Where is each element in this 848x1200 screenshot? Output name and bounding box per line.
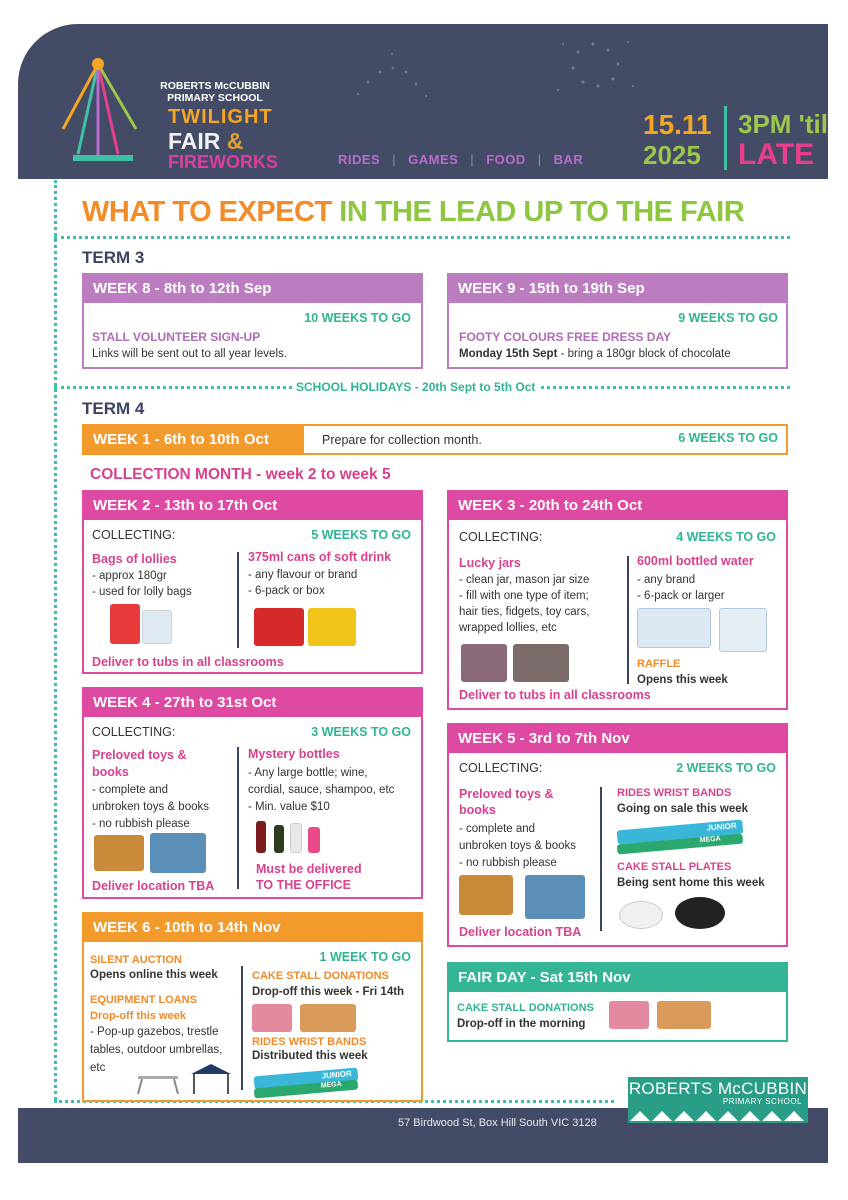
fair-day-heading: FAIR DAY - Sat 15th Nov <box>449 964 786 992</box>
preloved-line: - complete and <box>92 784 169 796</box>
weeks-to-go: 5 WEEKS TO GO <box>311 528 411 542</box>
nav-bar: RIDES | GAMES | FOOD | BAR <box>338 152 584 167</box>
nav-bar-item: BAR <box>553 152 584 167</box>
rides-bands-title: RIDES WRIST BANDS <box>617 787 732 799</box>
column-divider <box>241 966 243 1090</box>
stall-volunteer-title: STALL VOLUNTEER SIGN-UP <box>92 330 261 344</box>
term3-label: TERM 3 <box>82 248 145 267</box>
cupcakes-image <box>252 1004 292 1032</box>
lucky-jars-title: Lucky jars <box>459 556 521 570</box>
weeks-to-go: 10 WEEKS TO GO <box>304 311 411 325</box>
lollies-line: - approx 180gr <box>92 570 167 582</box>
weeks-to-go: 9 WEEKS TO GO <box>678 311 778 325</box>
weeks-to-go: 6 WEEKS TO GO <box>678 431 778 445</box>
logo-fair: FAIR & <box>168 128 244 154</box>
mystery-bottles-line: cordial, sauce, shampoo, etc <box>248 784 395 796</box>
gazebo-table-image <box>136 1062 236 1096</box>
lollies-title: Bags of lollies <box>92 552 177 566</box>
wristband-image: MEGA <box>617 834 743 855</box>
week6-card <box>82 912 423 1102</box>
school-logo-sub: PRIMARY SCHOOL <box>722 1097 802 1106</box>
toys-image <box>459 875 513 915</box>
week3-card <box>447 490 788 710</box>
dotted-guide-left <box>54 180 57 1100</box>
week9-heading: WEEK 9 - 15th to 19th Sep <box>449 275 786 303</box>
school-name: ROBERTS McCUBBIN PRIMARY SCHOOL <box>160 80 270 104</box>
school-holidays: SCHOOL HOLIDAYS - 20th Sept to 5th Oct <box>292 380 539 394</box>
collecting-label: COLLECTING: <box>92 725 176 739</box>
week9-card <box>447 273 788 369</box>
week5-card <box>447 723 788 947</box>
mystery-bottles-line: - Any large bottle; wine, <box>248 767 368 779</box>
weeks-to-go: 2 WEEKS TO GO <box>676 761 776 775</box>
dotted-guide-1 <box>54 236 790 239</box>
bottle-image <box>290 823 302 853</box>
cake-donations-text: Drop-off this week - Fri 14th <box>252 986 405 998</box>
cake-donations-text: Drop-off in the morning <box>457 1018 586 1030</box>
deliver-note: Deliver to tubs in all classrooms <box>459 688 651 702</box>
must-deliver-note: Must be delivered <box>256 862 362 876</box>
collecting-label: COLLECTING: <box>459 530 543 544</box>
cake-image <box>657 1001 711 1029</box>
bottle-image <box>274 825 284 853</box>
school-logo-name: ROBERTS McCUBBIN <box>628 1079 808 1098</box>
deliver-note: Deliver to tubs in all classrooms <box>92 655 284 669</box>
preloved-title: books <box>92 765 129 779</box>
week5-heading: WEEK 5 - 3rd to 7th Nov <box>449 725 786 753</box>
week4-heading: WEEK 4 - 27th to 31st Oct <box>84 689 421 717</box>
week4-card <box>82 687 423 899</box>
week1-text: Prepare for collection month. <box>322 433 482 447</box>
wristband-image: MEGA <box>254 1079 358 1098</box>
header-banner <box>18 24 828 179</box>
school-address: 57 Birdwood St, Box Hill South VIC 3128 <box>398 1117 597 1129</box>
cake-container-image <box>675 897 725 929</box>
deliver-note: Deliver location TBA <box>92 879 215 893</box>
logo-twilight: TWILIGHT <box>168 106 273 128</box>
water-bottles-image <box>637 608 711 648</box>
bottle-image <box>256 821 266 853</box>
wristband-image: JUNIOR <box>254 1067 359 1089</box>
preloved-line: unbroken toys & books <box>459 840 576 852</box>
weeks-to-go: 1 WEEK TO GO <box>319 950 411 964</box>
soft-drink-title: 375ml cans of soft drink <box>248 550 392 564</box>
collecting-label: COLLECTING: <box>459 761 543 775</box>
preloved-title: Preloved toys & <box>459 787 554 801</box>
must-deliver-note: TO THE OFFICE <box>256 878 351 892</box>
school-logo <box>628 1077 808 1123</box>
preloved-line: - no rubbish please <box>92 818 190 830</box>
equipment-line: - Pop-up gazebos, trestle <box>90 1026 219 1038</box>
rides-bands-text: Going on sale this week <box>617 803 749 815</box>
event-time-end: LATE <box>738 138 815 171</box>
lucky-jars-line: wrapped lollies, etc <box>459 622 557 634</box>
preloved-title: Preloved toys & <box>92 748 187 762</box>
weeks-to-go: 3 WEEKS TO GO <box>311 725 411 739</box>
wristband-image: JUNIOR <box>617 820 744 845</box>
cake-donations-title: CAKE STALL DONATIONS <box>457 1002 594 1014</box>
plate-image <box>619 901 663 929</box>
preloved-line: - complete and <box>459 823 536 835</box>
week1-heading: WEEK 1 - 6th to 10th Oct <box>84 426 304 453</box>
column-divider <box>627 556 629 684</box>
silent-auction-title: SILENT AUCTION <box>90 954 182 966</box>
event-date: 15.11 <box>643 109 712 140</box>
preloved-line: - no rubbish please <box>459 857 557 869</box>
term4-label: TERM 4 <box>82 399 145 418</box>
header-divider <box>724 106 727 170</box>
cake-plates-text: Being sent home this week <box>617 877 765 889</box>
rides-bands-text: Distributed this week <box>252 1050 368 1062</box>
collection-month-heading: COLLECTION MONTH - week 2 to week 5 <box>90 466 391 483</box>
event-time-start: 3PM 'til <box>738 109 828 139</box>
week2-card <box>82 490 423 674</box>
column-divider <box>237 552 239 648</box>
lollies-line: - used for lolly bags <box>92 586 192 598</box>
weeks-to-go: 4 WEEKS TO GO <box>676 530 776 544</box>
event-year: 2025 <box>643 140 701 170</box>
lucky-jars-line: - clean jar, mason jar size <box>459 574 590 586</box>
week1-card <box>82 424 788 455</box>
water-bottles-image <box>719 608 767 652</box>
raffle-title: RAFFLE <box>637 658 681 670</box>
page-title: WHAT TO EXPECT IN THE LEAD UP TO THE FAIR <box>82 196 745 228</box>
cupcakes-image <box>609 1001 649 1029</box>
lucky-jar-image <box>513 644 569 682</box>
nav-games: GAMES <box>408 152 459 167</box>
mystery-bottles-line: - Min. value $10 <box>248 801 330 813</box>
column-divider <box>600 787 602 931</box>
silent-auction-text: Opens online this week <box>90 969 218 981</box>
preloved-line: unbroken toys & books <box>92 801 209 813</box>
fair-day-card <box>447 962 788 1042</box>
coca-cola-pack-image <box>254 608 304 646</box>
water-line: - 6-pack or larger <box>637 590 725 602</box>
footy-colours-title: FOOTY COLOURS FREE DRESS DAY <box>459 330 672 344</box>
collecting-label: COLLECTING: <box>92 528 176 542</box>
water-line: - any brand <box>637 574 696 586</box>
lucky-jars-line: hair ties, fidgets, toy cars, <box>459 606 590 618</box>
mystery-bottles-title: Mystery bottles <box>248 747 340 761</box>
toys-image <box>94 835 144 871</box>
equipment-line: tables, outdoor umbrellas, <box>90 1044 223 1056</box>
footy-colours-text: Monday 15th Sept - bring a 180gr block of chocolate <box>459 348 731 360</box>
soft-drink-line: - 6-pack or box <box>248 585 325 597</box>
deliver-note: Deliver location TBA <box>459 925 582 939</box>
week8-card <box>82 273 423 369</box>
lolly-bag-image <box>110 604 140 644</box>
lolly-bag-image <box>142 610 172 644</box>
week6-heading: WEEK 6 - 10th to 14th Nov <box>84 914 421 942</box>
cake-donations-title: CAKE STALL DONATIONS <box>252 970 389 982</box>
nav-food: FOOD <box>486 152 526 167</box>
equipment-loans-title: EQUIPMENT LOANS <box>90 994 197 1006</box>
raffle-text: Opens this week <box>637 674 728 686</box>
nav-rides: RIDES <box>338 152 381 167</box>
equipment-line: etc <box>90 1062 106 1074</box>
stall-volunteer-text: Links will be sent out to all year levels. <box>92 348 287 360</box>
week2-heading: WEEK 2 - 13th to 17th Oct <box>84 492 421 520</box>
lucky-jars-line: - fill with one type of item; <box>459 590 589 602</box>
soft-drink-line: - any flavour or brand <box>248 569 358 581</box>
books-image <box>150 833 206 873</box>
preloved-title: books <box>459 803 496 817</box>
water-title: 600ml bottled water <box>637 554 754 568</box>
column-divider <box>237 747 239 889</box>
solo-pack-image <box>308 608 356 646</box>
cake-plates-title: CAKE STALL PLATES <box>617 861 732 873</box>
week3-heading: WEEK 3 - 20th to 24th Oct <box>449 492 786 520</box>
rides-bands-title: RIDES WRIST BANDS <box>252 1036 367 1048</box>
lucky-jar-image <box>461 644 507 682</box>
logo-pattern <box>630 1111 806 1121</box>
logo-fireworks: FIREWORKS <box>168 152 278 172</box>
cake-image <box>300 1004 356 1032</box>
equipment-dropoff: Drop-off this week <box>90 1010 186 1022</box>
bottle-image <box>308 827 320 853</box>
week8-heading: WEEK 8 - 8th to 12th Sep <box>84 275 421 303</box>
books-image <box>525 875 585 919</box>
